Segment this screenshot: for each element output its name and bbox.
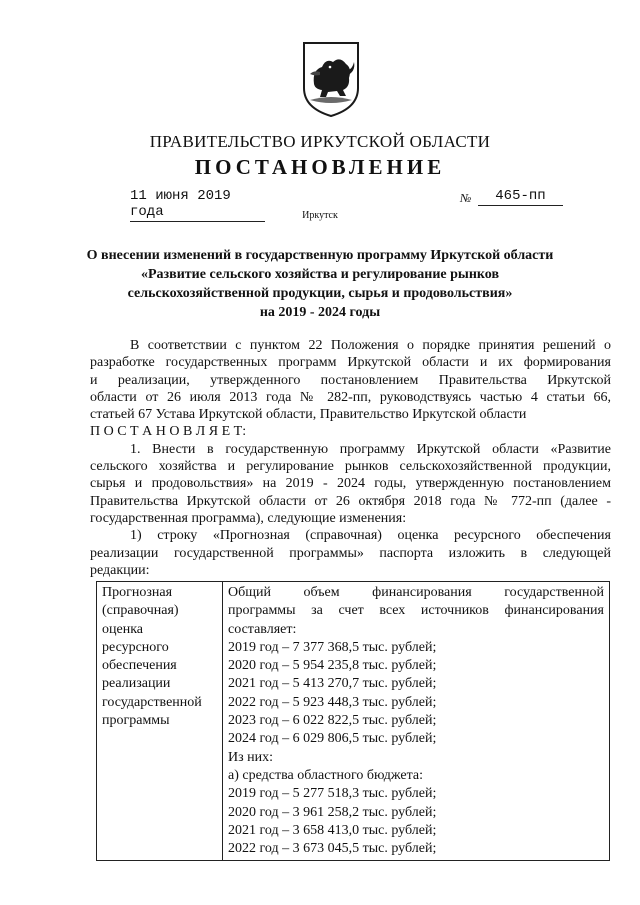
funding-table [96,581,610,861]
row-label-line: программы [102,713,170,729]
total-year-line: 2023 год – 6 022 822,5 тыс. рублей; [228,713,437,729]
of-them-label: Из них: [228,749,274,765]
subject-line: О внесении изменений в государственную программу Иркутской области [86,248,554,263]
document-body [90,337,611,579]
regional-year-line: 2021 год – 3 658 413,0 тыс. рублей; [228,822,437,838]
row-label-line: реализации [102,676,171,692]
subject-line: «Развитие сельского хозяйства и регулирование рынков [140,267,500,282]
intro-line: составляет: [228,621,297,637]
preamble-line: и реализации, утвержденного постановлением Правительства Иркутской [90,372,611,388]
item1-line: сырья и продовольствия» на 2019 - 2024 годы, утвержденную постановлением [90,476,611,492]
intro-line: программы за счет всех источников финансирования [228,603,604,619]
row-value-cell [223,582,610,861]
row-label-line: (справочная) [102,603,179,619]
item1-line: сельского хозяйства и регулирование рынков сельскохозяйственной продукции, [90,459,611,475]
item1-1-line: редакции: [90,562,150,578]
preamble-line: В соответствии с пунктом 22 Положения о порядке принятия решений о [130,338,611,353]
item1-line: 1. Внести в государственную программу Иркутской области «Развитие [130,441,611,457]
row-label-line: ресурсного [102,639,169,655]
regional-budget-label: а) средства областного бюджета: [228,767,423,783]
document-type: ПОСТАНОВЛЕНИЕ [194,155,446,179]
total-year-line: 2022 год – 5 923 448,3 тыс. рублей; [228,694,437,710]
subject-line: на 2019 - 2024 годы [259,305,381,320]
number-sign: № [460,191,472,205]
item1-line: государственная программа), следующие изменения: [90,510,407,526]
row-label-cell [97,582,223,861]
subject-line: сельскохозяйственной продукции, сырья и продовольствия» [127,286,513,301]
row-label-line: оценка [102,621,144,637]
total-year-line: 2024 год – 6 029 806,5 тыс. рублей; [228,731,437,747]
sable-coat-of-arms-icon [300,40,362,118]
regional-year-line: 2019 год – 5 277 518,3 тыс. рублей; [228,786,437,802]
total-year-line: 2020 год – 5 954 235,8 тыс. рублей; [228,658,437,674]
item1-1-line: 1) строку «Прогнозная (справочная) оценка ресурсного обеспечения [130,528,611,544]
total-year-line: 2019 год – 7 377 368,5 тыс. рублей; [228,639,437,655]
preamble-line: области от 26 июля 2013 года № 282-пп, руководствуясь частью 4 статьи 66, [90,389,611,405]
row-label-line: обеспечения [102,658,177,674]
total-year-line: 2021 год – 5 413 270,7 тыс. рублей; [228,676,437,692]
row-label-line: Прогнозная [102,585,173,600]
government-title: ПРАВИТЕЛЬСТВО ИРКУТСКОЙ ОБЛАСТИ [149,132,491,151]
table-row [97,582,610,861]
document-number: 465-пп [478,188,563,206]
intro-line: Общий объем финансирования государственной [228,585,604,600]
item1-1-line: реализации государственной программы» паспорта изложить в следующей [90,545,611,561]
regional-year-line: 2022 год – 3 673 045,5 тыс. рублей; [228,841,437,857]
preamble-line: разработке государственных программ Иркутской области и их формирования [90,355,611,371]
city: Иркутск [302,210,338,221]
document-date: 11 июня 2019 года [130,188,265,222]
item1-line: Правительства Иркутской области от 26 октября 2018 года № 772-пп (далее - [90,493,611,509]
document-subject [80,246,560,322]
row-label-line: государственной [102,694,202,710]
preamble-line: статьей 67 Устава Иркутской области, Правительство Иркутской области [90,407,527,423]
regional-year-line: 2020 год – 3 961 258,2 тыс. рублей; [228,804,437,820]
resolves-heading: П О С Т А Н О В Л Я Е Т: [90,424,247,440]
